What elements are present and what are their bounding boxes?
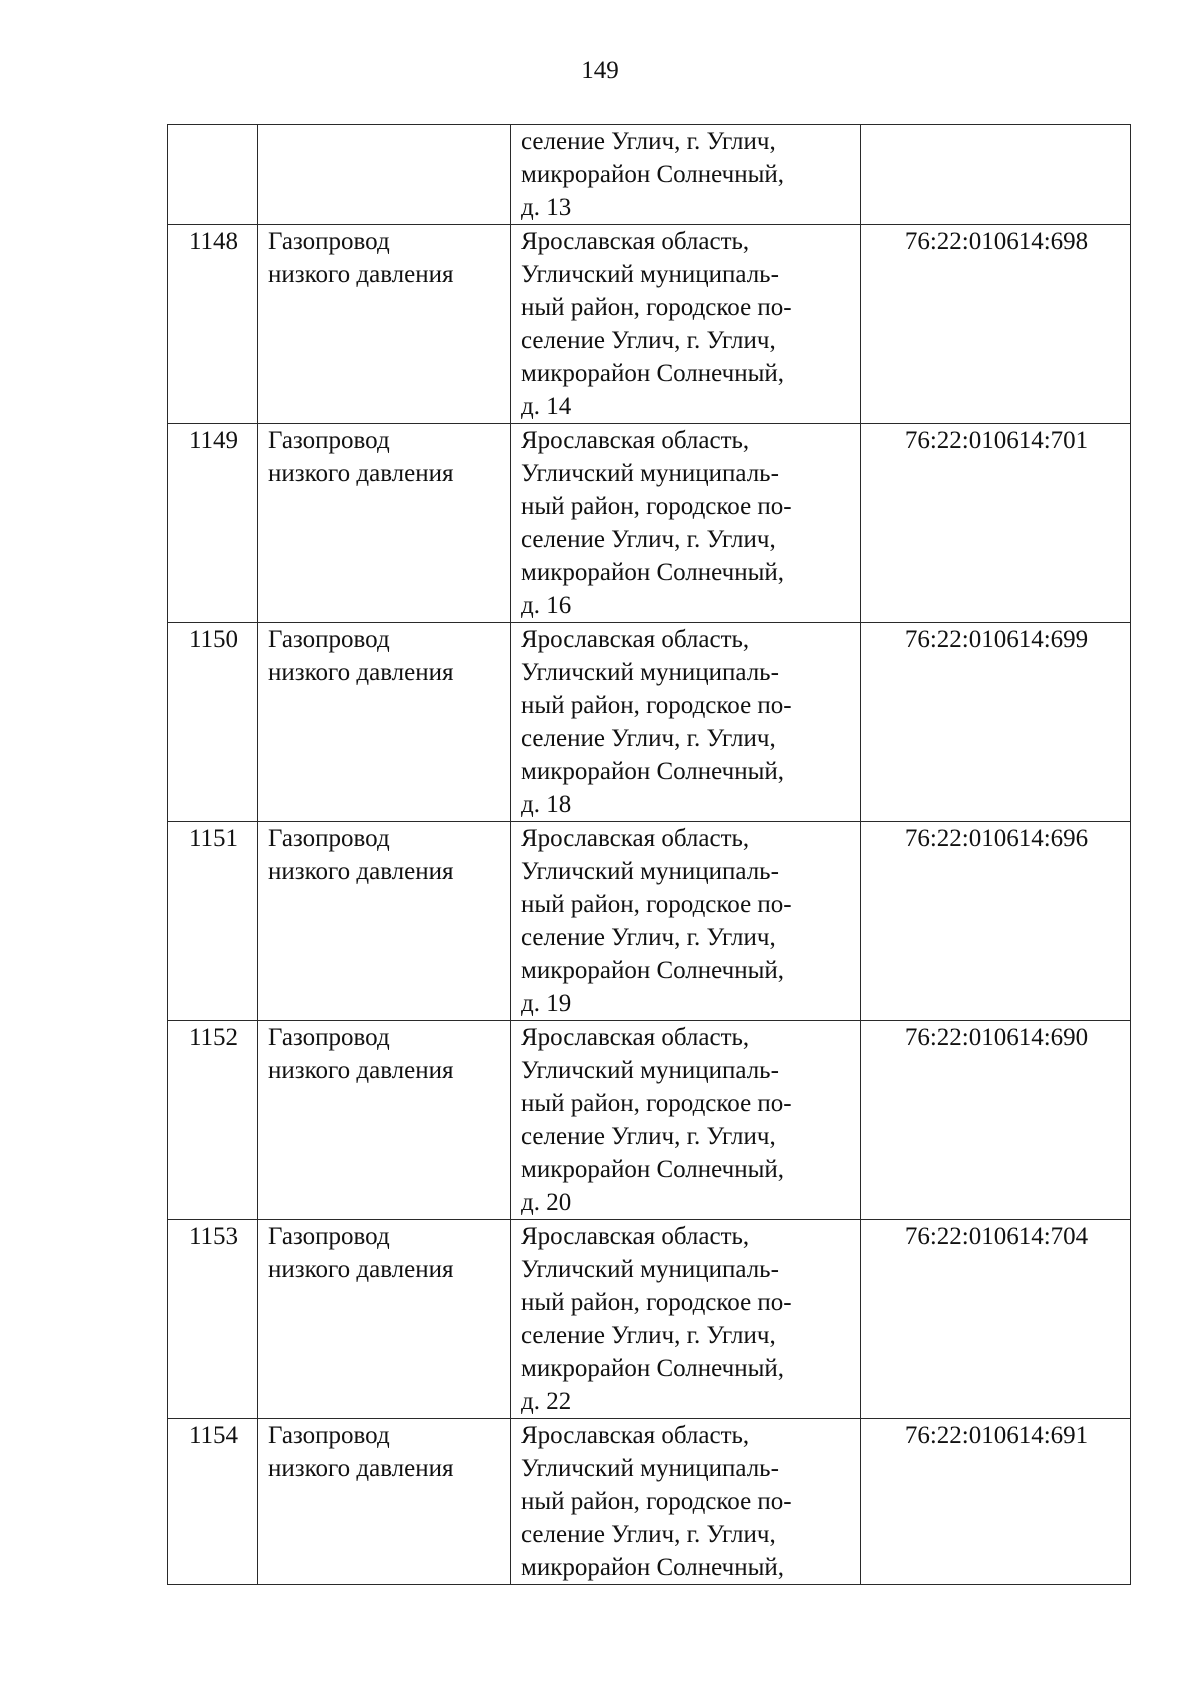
object-name-line: Газопровод [268,1422,390,1449]
address-line: Ярославская область, [521,825,750,852]
object-name-line: низкого давления [268,460,454,487]
address-line: ный район, городское по- [521,294,792,321]
address-line: селение Углич, г. Углич, [521,1521,776,1548]
address-cell [511,125,861,225]
address-line: Угличский муниципаль- [521,1256,779,1283]
address-line: селение Углич, г. Углич, [521,1123,776,1150]
address-line: ный район, городское по- [521,891,792,918]
address-cell [511,225,861,424]
table-row [168,623,1131,822]
address-line: Ярославская область, [521,228,750,255]
cadastral-number-cell: 76:22:010614:690 [861,1021,1131,1220]
row-number-cell: 1152 [168,1021,258,1220]
address-line: Угличский муниципаль- [521,858,779,885]
continuation-row [168,125,1131,225]
table-row [168,1220,1131,1419]
page-number: 149 [581,57,619,84]
object-name-line: Газопровод [268,1024,390,1051]
address-line: селение Углич, г. Углич, [521,128,776,155]
object-name-cell [258,424,511,623]
object-name-cell [258,1220,511,1419]
object-name-cell [258,1021,511,1220]
row-number-cell: 1151 [168,822,258,1021]
cadastral-number-cell: 76:22:010614:701 [861,424,1131,623]
address-line: микрорайон Солнечный, [521,559,785,586]
registry-table [167,124,1131,1585]
object-name-line: низкого давления [268,858,454,885]
object-name-line: Газопровод [268,228,390,255]
object-name-cell [258,125,511,225]
object-name-cell [258,225,511,424]
object-name-line: низкого давления [268,659,454,686]
row-number-cell: 1148 [168,225,258,424]
object-name-cell [258,1419,511,1585]
registry-table-body [168,125,1131,1585]
object-name-line: низкого давления [268,1057,454,1084]
address-line: микрорайон Солнечный, [521,1554,785,1581]
address-line: ный район, городское по- [521,1090,792,1117]
address-line: ный район, городское по- [521,692,792,719]
address-cell [511,1220,861,1419]
object-name-line: Газопровод [268,626,390,653]
table-row [168,1419,1131,1585]
object-name-cell [258,623,511,822]
address-line: селение Углич, г. Углич, [521,1322,776,1349]
address-cell [511,822,861,1021]
table-row [168,424,1131,623]
address-line: микрорайон Солнечный, [521,360,785,387]
address-line: Ярославская область, [521,626,750,653]
address-line: селение Углич, г. Углич, [521,526,776,553]
address-line: Ярославская область, [521,1024,750,1051]
address-line: д. 22 [521,1388,572,1415]
object-name-line: низкого давления [268,1256,454,1283]
object-name-line: Газопровод [268,427,390,454]
cadastral-number-cell [861,125,1131,225]
object-name-line: Газопровод [268,825,390,852]
row-number-cell: 1153 [168,1220,258,1419]
address-line: селение Углич, г. Углич, [521,327,776,354]
address-line: селение Углич, г. Углич, [521,924,776,951]
address-line: д. 14 [521,393,572,420]
address-line: Ярославская область, [521,1422,750,1449]
address-line: микрорайон Солнечный, [521,161,785,188]
object-name-cell [258,822,511,1021]
address-line: д. 16 [521,592,572,619]
object-name-line: низкого давления [268,1455,454,1482]
object-name-line: Газопровод [268,1223,390,1250]
address-line: ный район, городское по- [521,1289,792,1316]
address-cell [511,623,861,822]
row-number-cell [168,125,258,225]
address-line: Угличский муниципаль- [521,1455,779,1482]
address-line: ный район, городское по- [521,1488,792,1515]
address-line: д. 18 [521,791,572,818]
address-line: Ярославская область, [521,427,750,454]
row-number-cell: 1149 [168,424,258,623]
address-cell [511,424,861,623]
row-number-cell: 1150 [168,623,258,822]
cadastral-number-cell: 76:22:010614:699 [861,623,1131,822]
object-name-line: низкого давления [268,261,454,288]
address-cell [511,1419,861,1585]
address-line: микрорайон Солнечный, [521,758,785,785]
address-line: микрорайон Солнечный, [521,957,785,984]
address-line: селение Углич, г. Углич, [521,725,776,752]
cadastral-number-cell: 76:22:010614:691 [861,1419,1131,1585]
address-line: д. 19 [521,990,572,1017]
cadastral-number-cell: 76:22:010614:698 [861,225,1131,424]
address-line: ный район, городское по- [521,493,792,520]
address-line: Ярославская область, [521,1223,750,1250]
address-line: Угличский муниципаль- [521,1057,779,1084]
row-number-cell: 1154 [168,1419,258,1585]
cadastral-number-cell: 76:22:010614:704 [861,1220,1131,1419]
address-line: микрорайон Солнечный, [521,1355,785,1382]
address-cell [511,1021,861,1220]
table-row [168,1021,1131,1220]
table-row [168,822,1131,1021]
address-line: д. 20 [521,1189,572,1216]
address-line: Угличский муниципаль- [521,261,779,288]
address-line: микрорайон Солнечный, [521,1156,785,1183]
address-line: Угличский муниципаль- [521,460,779,487]
table-row [168,225,1131,424]
cadastral-number-cell: 76:22:010614:696 [861,822,1131,1021]
address-line: Угличский муниципаль- [521,659,779,686]
address-line: д. 13 [521,194,572,221]
